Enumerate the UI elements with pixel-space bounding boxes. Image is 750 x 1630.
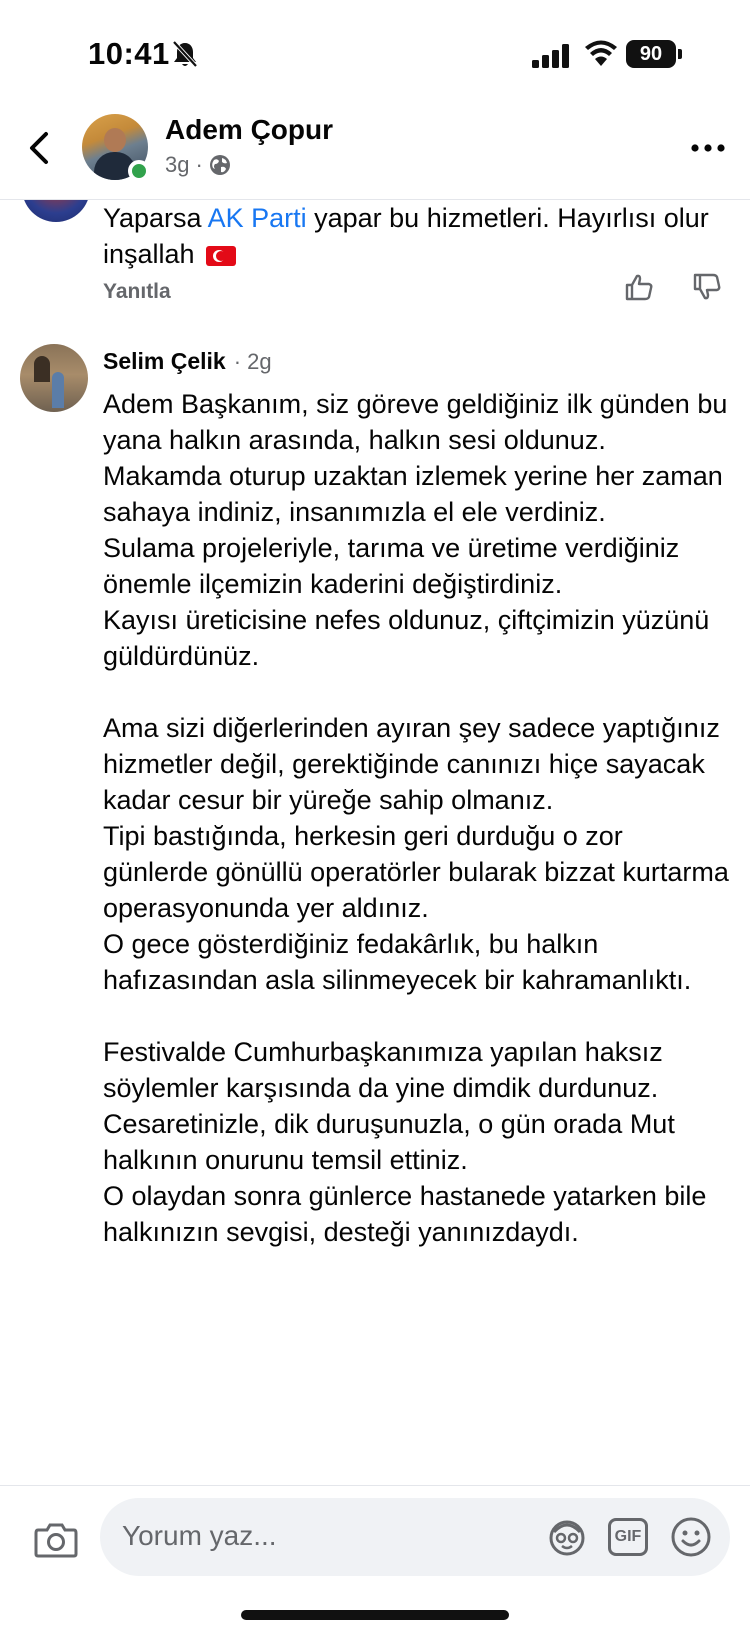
comment-time: · 2g (233, 349, 272, 374)
avatar-sticker-icon[interactable] (546, 1516, 588, 1558)
camera-icon[interactable] (34, 1520, 78, 1560)
comment-text-part: yapar bu hizmetleri. Hayırlısı olur inşallah (103, 203, 709, 269)
comment-paragraph: Cesaretinizle, dik duruşunuzla, o gün orada Mut halkının onurunu temsil ettiniz. (103, 1109, 675, 1175)
home-indicator[interactable] (241, 1610, 509, 1620)
comment-paragraph: Sulama projeleriyle, tarıma ve üretime verdiğiniz önemle ilçemizin kaderini değiştirdiniz. (103, 533, 680, 599)
comment-paragraph: Tipi bastığında, herkesin geri durduğu o zor günlerde gönüllü operatörler bularak bizzat kurtarma operasyonunda yer aldınız. (103, 821, 729, 923)
commenter-avatar[interactable] (20, 344, 88, 412)
previous-comment-text (103, 200, 723, 272)
cellular-signal-icon (532, 44, 570, 68)
comment-blank-line (103, 998, 733, 1034)
comment-paragraph: Makamda oturup uzaktan izlemek yerine her zaman sahaya indiniz, insanımızla el ele verdiniz. (103, 461, 723, 527)
avatar-face (104, 128, 126, 152)
comment-text-part: Yaparsa (103, 203, 208, 233)
avatar-person (52, 372, 64, 408)
globe-icon (209, 154, 231, 176)
status-time: 10:41 (88, 36, 170, 71)
reply-button[interactable]: Yanıtla (103, 280, 171, 303)
comment-body (103, 386, 733, 1250)
comment-composer (0, 1485, 750, 1630)
wifi-icon (584, 40, 618, 68)
post-time: 3g (165, 152, 190, 177)
comment-input[interactable] (100, 1498, 730, 1576)
back-arrow-icon[interactable] (20, 124, 60, 172)
comment-paragraph: Ama sizi diğerlerinden ayıran şey sadece yaptığınız hizmetler değil, gerektiğinde canınızı hiçe sayacak kadar cesur bir yüreğe sahip olmanız. (103, 713, 720, 815)
thumbs-down-icon[interactable] (692, 272, 722, 302)
comment-blank-line (103, 674, 733, 710)
online-status-dot (128, 160, 150, 182)
comment-paragraph: Adem Başkanım, siz göreve geldiğiniz ilk günden bu yana halkın arasında, halkın sesi oldunuz. (103, 389, 728, 455)
emoji-icon[interactable] (670, 1516, 712, 1558)
comment-paragraph: Festivalde Cumhurbaşkanımıza yapılan haksız söylemler karşısında da yine dimdik durdunuz. (103, 1037, 663, 1103)
bell-off-icon (172, 40, 198, 68)
comment-paragraph: O gece gösterdiğiniz fedakârlık, bu halkın hafızasından asla silinmeyecek bir kahramanlıktı. (103, 929, 692, 995)
comment-input-placeholder: Yorum yaz... (122, 1520, 277, 1551)
thumbs-up-icon[interactable] (624, 272, 654, 302)
gif-button[interactable]: GIF (608, 1518, 648, 1556)
commenter-name[interactable]: Selim Çelik (103, 348, 226, 374)
turkey-flag-emoji (206, 246, 236, 266)
more-options-icon[interactable] (690, 140, 726, 156)
battery-cap (678, 49, 682, 59)
comment-paragraph: O olaydan sonra günlerce hastanede yatarken bile halkınızın sevgisi, desteği yanınızdaydı. (103, 1181, 707, 1247)
previous-commenter-avatar[interactable] (22, 200, 90, 222)
battery-indicator: 90 (626, 40, 676, 68)
status-bar (0, 0, 750, 100)
post-header (0, 100, 750, 200)
post-meta (165, 152, 231, 178)
author-name[interactable]: Adem Çopur (165, 114, 333, 145)
comments-list (0, 200, 750, 1485)
meta-separator: · (195, 152, 203, 177)
avatar-door (34, 356, 50, 382)
comment-header (103, 348, 272, 375)
ak-parti-link[interactable]: AK Parti (207, 203, 307, 233)
comment-paragraph: Kayısı üreticisine nefes oldunuz, çiftçimizin yüzünü güldürdünüz. (103, 605, 710, 671)
